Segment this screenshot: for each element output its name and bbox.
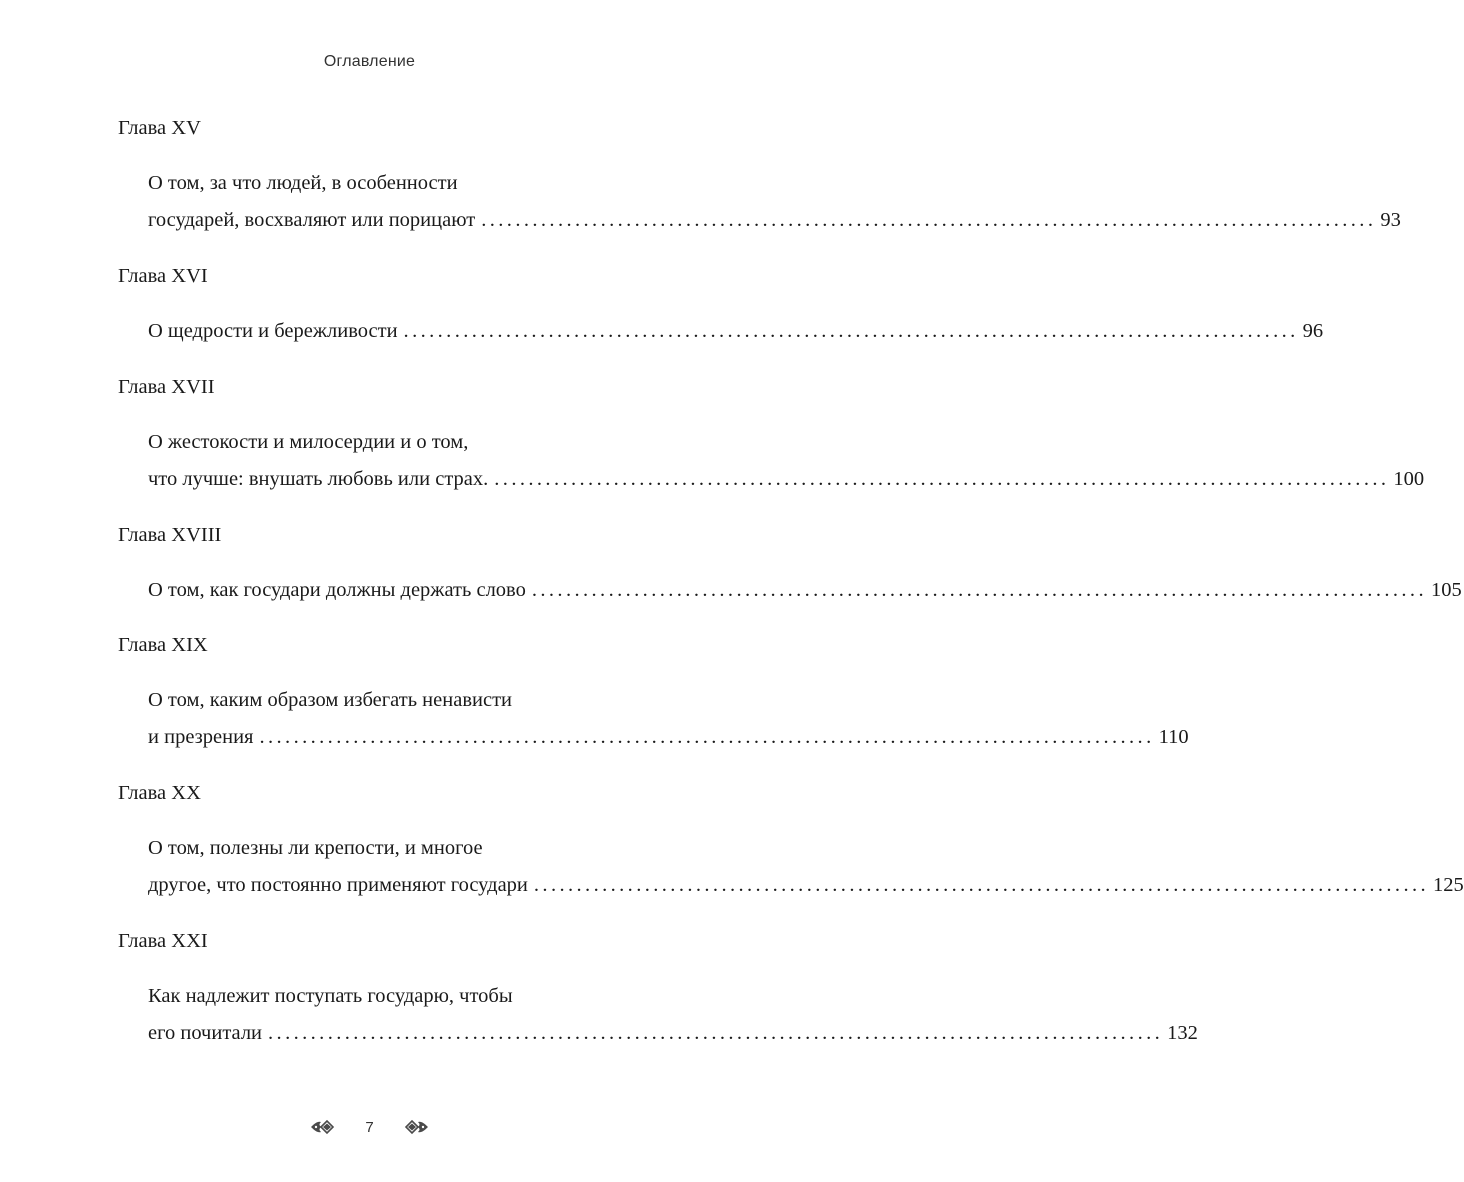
page-number: 93: [1380, 209, 1401, 231]
dot-leader: .........................................................................................................: [494, 468, 1390, 490]
chapter-title: Глава XVI: [118, 265, 208, 287]
page-number: 7: [365, 1118, 374, 1136]
chapter-title: Глава XIX: [118, 634, 208, 656]
toc-entry[interactable]: [148, 165, 1401, 239]
dot-leader: .........................................................................................................: [259, 726, 1155, 748]
chapter-title: Глава XX: [118, 782, 201, 804]
entry-title-line: и презрения: [148, 726, 254, 748]
toc-chapter: [118, 374, 1425, 498]
entry-title-line: О щедрости и бережливости: [148, 320, 398, 342]
toc-chapter: [118, 632, 1189, 756]
entry-title-line: что лучше: внушать любовь или страх.: [148, 468, 489, 490]
page-number: 96: [1302, 320, 1324, 342]
toc-chapter: [118, 263, 1324, 350]
fleuron-right-icon: [404, 1115, 430, 1139]
entry-title-line: его почитали: [148, 1022, 263, 1044]
entry-leader-line: [148, 1015, 1198, 1052]
entry-leader-line: [148, 202, 1401, 239]
page-number: 110: [1158, 726, 1189, 748]
entry-leader-line: [148, 572, 1462, 609]
fleuron-left-icon: [309, 1115, 335, 1139]
page-number: 125: [1433, 874, 1464, 896]
toc-chapter: [118, 928, 1198, 1052]
chapter-title: Глава XXI: [118, 930, 208, 952]
folio: [0, 1112, 739, 1142]
toc-entry[interactable]: [148, 978, 1198, 1052]
chapter-title: Глава XVII: [118, 376, 215, 398]
toc-entry[interactable]: [148, 682, 1189, 756]
entry-leader-line: [148, 719, 1189, 756]
toc-entry[interactable]: [148, 313, 1324, 350]
toc-entry[interactable]: [148, 830, 1464, 904]
entry-title-line: О том, каким образом избегать ненависти: [148, 689, 512, 711]
entry-leader-line: [148, 461, 1425, 498]
toc-chapter: [118, 115, 1401, 239]
toc-chapter: [118, 780, 1464, 904]
page-number: 105: [1430, 579, 1462, 601]
toc-entry[interactable]: [148, 424, 1425, 498]
entry-title-line: Как надлежит поступать государю, чтобы: [148, 985, 513, 1007]
dot-leader: .........................................................................................................: [481, 209, 1377, 231]
dot-leader: .........................................................................................................: [531, 579, 1427, 601]
chapter-title: Глава XV: [118, 117, 201, 139]
page-number: 100: [1393, 468, 1425, 490]
entry-leader-line: [148, 867, 1464, 904]
chapter-title: Глава XVIII: [118, 524, 222, 546]
entry-leader-line: [148, 313, 1324, 350]
page-number: 132: [1167, 1022, 1198, 1044]
entry-title-line: О том, полезны ли крепости, и многое: [148, 837, 483, 859]
toc-chapter: [118, 522, 1462, 609]
entry-title-line: О жестокости и милосердии и о том,: [148, 431, 469, 453]
dot-leader: .........................................................................................................: [403, 320, 1299, 342]
entry-title-line: другое, что постоянно применяют государи: [148, 874, 528, 896]
toc-entry[interactable]: [148, 572, 1462, 609]
dot-leader: .........................................................................................................: [533, 874, 1430, 896]
entry-title-line: О том, как государи должны держать слово: [148, 579, 526, 601]
running-head: Оглавление: [323, 53, 416, 70]
entry-title-line: О том, за что людей, в особенности: [148, 172, 458, 194]
dot-leader: .........................................................................................................: [268, 1022, 1164, 1044]
entry-title-line: государей, восхваляют или порицают: [148, 209, 476, 231]
